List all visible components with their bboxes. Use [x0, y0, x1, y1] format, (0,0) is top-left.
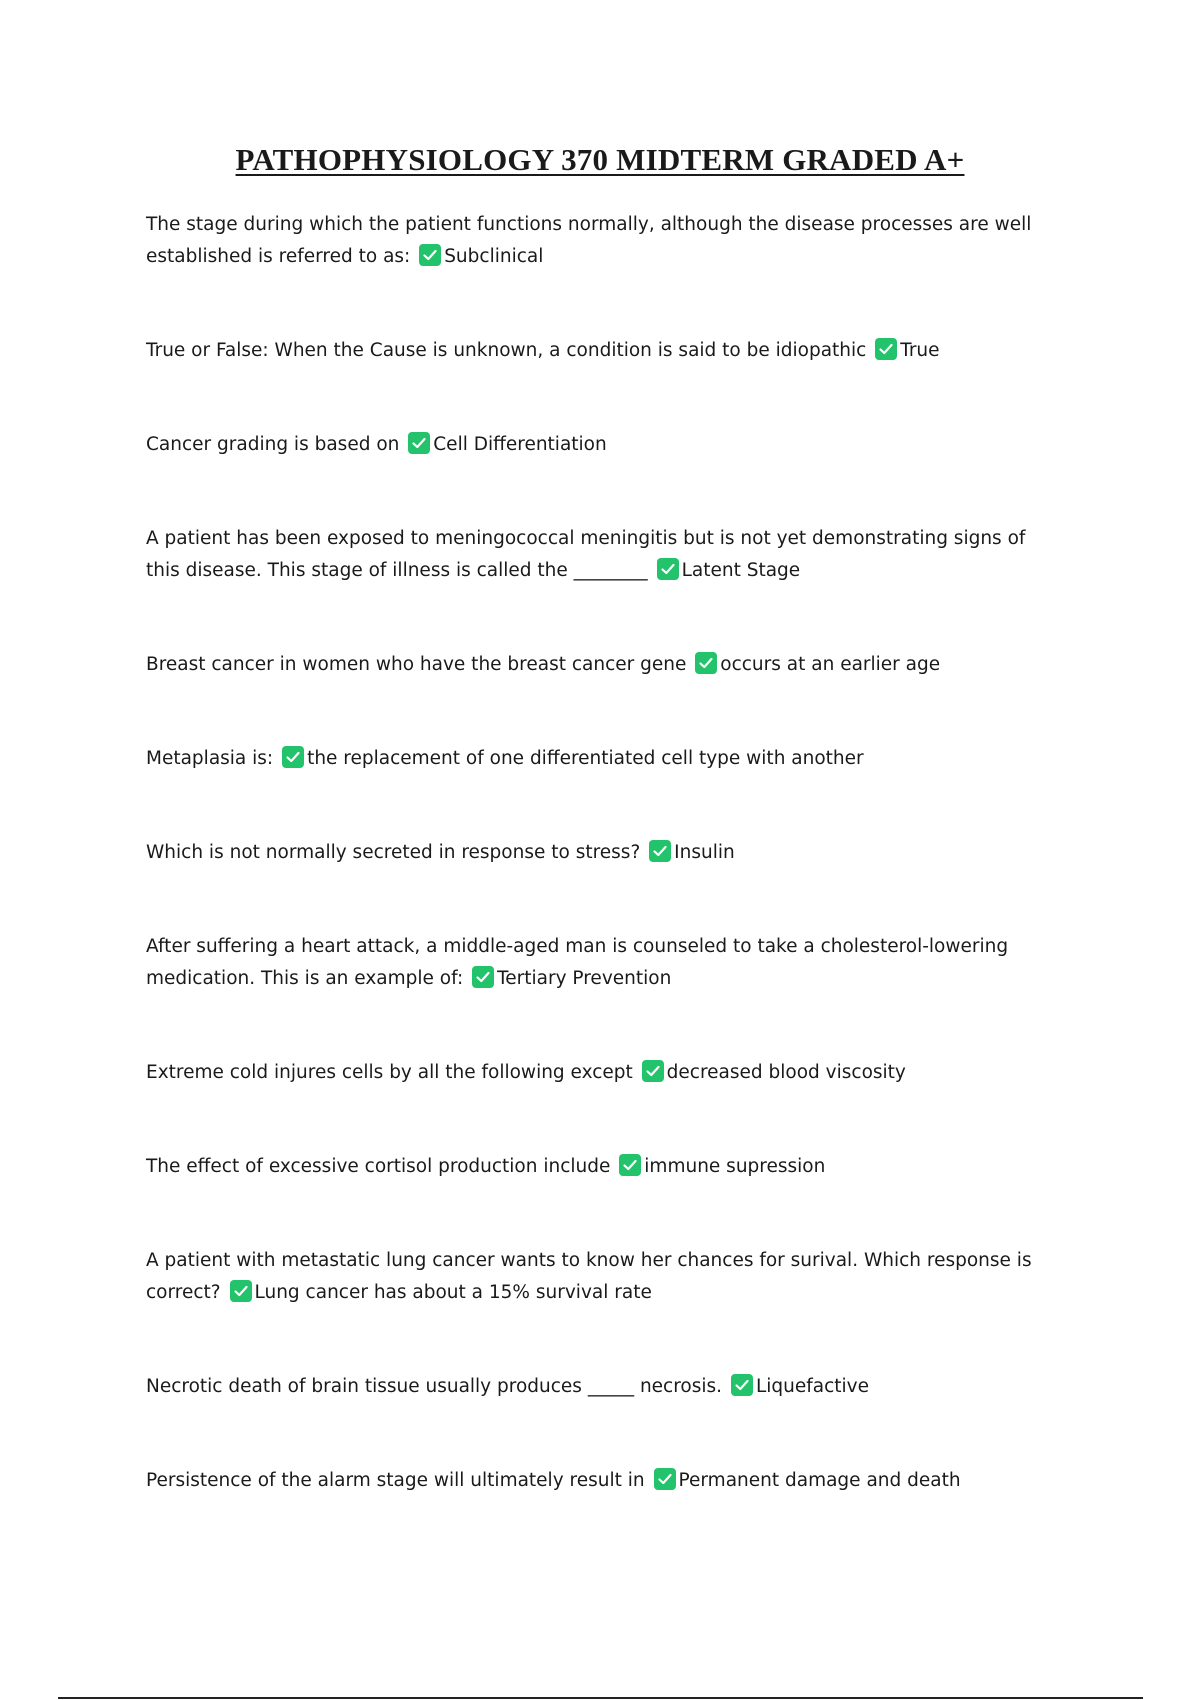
answer-text: Tertiary Prevention [497, 968, 672, 989]
answer-text: Liquefactive [755, 1376, 869, 1397]
question-text: A patient has been exposed to meningococcal meningitis but is not yet demonstrating signs of this disease. This stage of illness is called the ________ [146, 528, 1026, 581]
question-text: The effect of excessive cortisol production include [146, 1156, 611, 1177]
qa-item [146, 1371, 1046, 1403]
footer-divider [58, 1697, 1143, 1699]
answer-text: Permanent damage and death [678, 1470, 961, 1491]
qa-item [146, 743, 1046, 775]
qa-item [146, 523, 1046, 587]
check-mark-icon [642, 1060, 664, 1082]
qa-item [146, 1465, 1046, 1497]
answer-text: immune supression [644, 1156, 826, 1177]
answer-text: Cell Differentiation [433, 434, 607, 455]
qa-item [146, 209, 1046, 273]
qa-item [146, 1057, 1046, 1089]
answer-text: Latent Stage [681, 560, 801, 581]
question-text: Cancer grading is based on [146, 434, 400, 455]
qa-item [146, 649, 1046, 681]
question-list [146, 209, 1046, 1559]
answer-text: the replacement of one differentiated cell type with another [307, 748, 864, 769]
qa-item [146, 429, 1046, 461]
answer-text: True [900, 340, 940, 361]
question-text: After suffering a heart attack, a middle-aged man is counseled to take a cholesterol-lowering medication. This is an example of: [146, 936, 1009, 989]
question-text: The stage during which the patient functions normally, although the disease processes are well established is referred to as: [146, 214, 1032, 267]
check-mark-icon [282, 746, 304, 768]
question-text: Breast cancer in women who have the breast cancer gene [146, 654, 687, 675]
check-mark-icon [731, 1374, 753, 1396]
qa-item [146, 837, 1046, 869]
qa-item [146, 1245, 1046, 1309]
check-mark-icon [657, 558, 679, 580]
check-mark-icon [230, 1280, 252, 1302]
answer-text: Lung cancer has about a 15% survival rate [254, 1282, 652, 1303]
question-text: Persistence of the alarm stage will ultimately result in [146, 1470, 645, 1491]
question-text: Metaplasia is: [146, 748, 274, 769]
check-mark-icon [875, 338, 897, 360]
question-text: Necrotic death of brain tissue usually produces _____ necrosis. [146, 1376, 723, 1397]
question-text: True or False: When the Cause is unknown, a condition is said to be idiopathic [146, 340, 867, 361]
answer-text: occurs at an earlier age [720, 654, 941, 675]
check-mark-icon [619, 1154, 641, 1176]
question-text: A patient with metastatic lung cancer wants to know her chances for surival. Which response is correct? [146, 1250, 1032, 1303]
qa-item [146, 1151, 1046, 1183]
check-mark-icon [654, 1468, 676, 1490]
question-text: Extreme cold injures cells by all the following except [146, 1062, 633, 1083]
check-mark-icon [408, 432, 430, 454]
qa-item [146, 931, 1046, 995]
check-mark-icon [419, 244, 441, 266]
answer-text: decreased blood viscosity [666, 1062, 906, 1083]
answer-text: Subclinical [444, 246, 544, 267]
page-title: PATHOPHYSIOLOGY 370 MIDTERM GRADED A+ [235, 142, 965, 177]
check-mark-icon [649, 840, 671, 862]
check-mark-icon [695, 652, 717, 674]
qa-item [146, 335, 1046, 367]
answer-text: Insulin [674, 842, 735, 863]
question-text: Which is not normally secreted in response to stress? [146, 842, 641, 863]
check-mark-icon [472, 966, 494, 988]
